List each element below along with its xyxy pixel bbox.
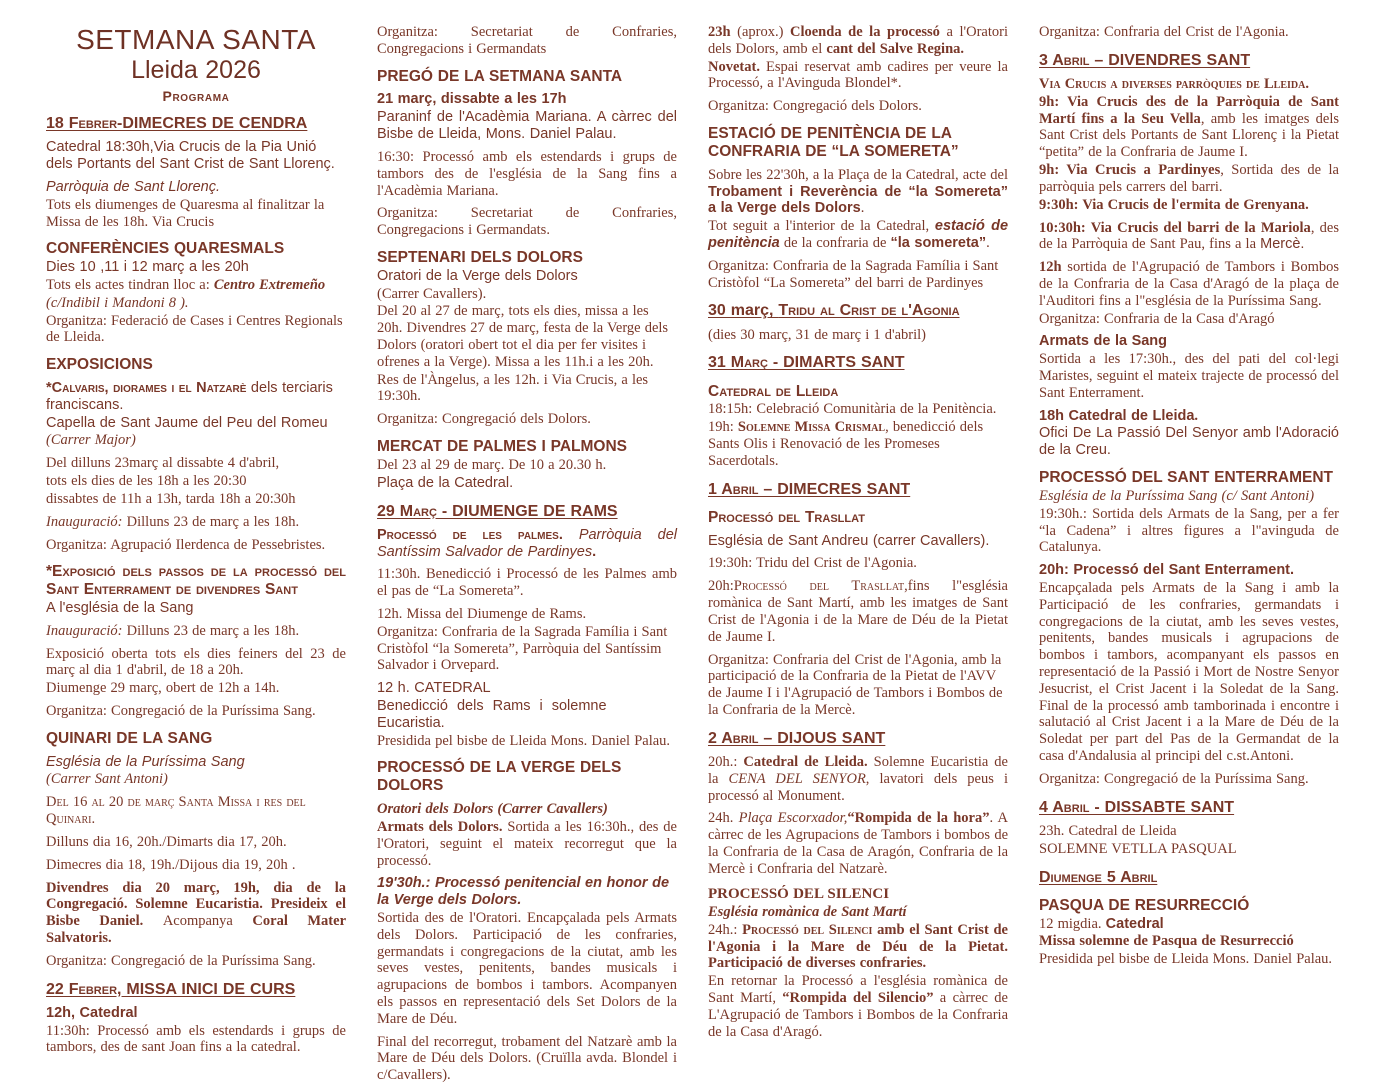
- text-run: “Rompida de la hora”: [847, 810, 990, 827]
- text-run: Catedral de Lleida.: [743, 753, 868, 770]
- organizer-line: [377, 24, 677, 58]
- text-run: 19'30h.: Processó penitencial en honor de la Verge dels Dolors.: [377, 875, 670, 909]
- column-1: [46, 24, 347, 1056]
- paragraph: [377, 303, 677, 370]
- paragraph: [708, 327, 1008, 344]
- text-run: (aprox.): [730, 24, 790, 40]
- text-run: Del 20 al 27 de març, tots els dies, missa a les 20h. Divendres 27 de març, festa de la Verge dels Dolors (oratori obert tot el dia per fer visites i ofrenes a la Verge). Missa a les 11h.i a les 20h.: [377, 303, 669, 370]
- column-2: [377, 24, 677, 1084]
- text-run: Sortida a les 17:30h., des del pati del col·legi Maristes, seguint el mateix trajecte de processó del Sant Enterrament.: [1039, 351, 1339, 401]
- text-run: Oratori dels Dolors (Carrer Cavallers): [377, 801, 608, 818]
- text-run: Trobament i Reverència de “la Somereta” a la Verge dels Dolors: [708, 183, 1008, 217]
- text-run: Oratori de la Verge dels Dolors: [377, 267, 578, 284]
- text-run: a l'Oratori dels Dolors, amb el: [708, 24, 1008, 57]
- paragraph: [708, 167, 1008, 217]
- text-run: . A càrrec de les Agrupacions de Tambors i bombos de la Confraria de la Casa de Aragón, Confraria de la Mercè i Confraria del Natzarè.: [708, 810, 1009, 877]
- text-run: 29 Març - DIUMENGE DE RAMS: [377, 502, 618, 520]
- text-run: Plaça Escorxador,: [738, 810, 848, 827]
- text-run: tots els dies de les 18h a les 20:30: [46, 473, 247, 490]
- text-run: 20h.:: [708, 753, 744, 770]
- doc-title: [46, 24, 346, 55]
- section-heading: [708, 886, 1008, 903]
- paragraph: [708, 218, 1008, 252]
- text-run: ,fins l"església romànica de Sant Martí, amb les imatges de Sant Crist de l'Agonia i de la Mare de Déu de la Pietat de Jaume I.: [708, 578, 1008, 645]
- text-run: Presidida pel bisbe de Lleida Mons. Daniel Palau.: [1039, 951, 1333, 968]
- paragraph: [1039, 933, 1339, 950]
- text-run: Parròquia de Sant Llorenç.: [46, 178, 220, 195]
- paragraph: [377, 109, 677, 143]
- text-run: Paraninf de l'Acadèmia Mariana. A càrrec del Bisbe de Lleida, Mons. Daniel Palau.: [377, 109, 677, 143]
- text-run: Organitza: Confraria del Crist de l'Agonia.: [1039, 24, 1289, 40]
- paragraph: [1039, 841, 1339, 858]
- text-run: Església romànica de Sant Martí: [708, 904, 907, 921]
- paragraph: [46, 473, 346, 490]
- text-run: EXPOSICIONS: [46, 356, 153, 374]
- paragraph: [1039, 94, 1339, 161]
- section-heading: [708, 125, 1008, 161]
- paragraph: [1039, 562, 1339, 579]
- text-run: Sobre les 22'30h, a la Plaça de la Catedral, acte del: [708, 166, 1008, 183]
- paragraph: [46, 139, 346, 173]
- text-run: dels terciaris franciscans.: [46, 380, 333, 413]
- paragraph: [1039, 823, 1339, 840]
- column-3: [708, 24, 1009, 1040]
- text-run: 23h: [708, 24, 731, 40]
- text-run: MERCAT DE PALMES I PALMONS: [377, 438, 627, 456]
- text-run: Catedral: [1105, 915, 1164, 932]
- text-run: Sortida a les 16:30h., des de l'Oratori, seguint el mateix recorregut que la processó.: [377, 818, 677, 869]
- paragraph: [1039, 488, 1339, 505]
- text-run: Organitza: Secretariat de Confraries, Congregacions i Germandats: [377, 24, 677, 57]
- paragraph: [377, 698, 677, 732]
- text-run: Res de l'Àngelus, a les 12h. i Via Crucis, a les 19:30h.: [377, 371, 649, 405]
- paragraph: [46, 432, 346, 449]
- organizer-line: [1039, 311, 1339, 328]
- text-run: 22 Febrer, MISSA INICI DE CURS: [46, 980, 296, 998]
- section-heading: [377, 68, 677, 86]
- text-run: 9:30h: Via Crucis de l'ermita de Grenyana.: [1039, 196, 1309, 213]
- column-4: [1039, 24, 1340, 968]
- text-run: Inauguració:: [46, 622, 123, 639]
- paragraph: [46, 794, 346, 828]
- paragraph: [1039, 580, 1339, 765]
- text-run: Plaça de la Catedral.: [377, 474, 514, 491]
- text-run: A l'església de la Sang: [46, 599, 194, 616]
- text-run: Del dilluns 23març al dissabte 4 d'abril,: [46, 455, 280, 472]
- text-run: Processó del Silenci: [742, 921, 873, 938]
- text-run: Presidida pel bisbe de Lleida Mons. Daniel Palau.: [377, 732, 671, 749]
- text-run: Mercè.: [1260, 236, 1305, 253]
- text-run: (Carrer Major): [46, 432, 136, 449]
- text-run: estació de penitència: [708, 218, 1009, 251]
- text-run: Organitza: Congregació dels Dolors.: [377, 411, 591, 428]
- text-run: .: [860, 200, 865, 217]
- text-run: Programa: [162, 87, 230, 104]
- organizer-line: [377, 205, 677, 239]
- paragraph: [377, 801, 677, 818]
- paragraph: [1039, 259, 1339, 309]
- text-run: Tridu al Crist de l'Agonia: [778, 302, 960, 320]
- paragraph: [377, 1034, 677, 1084]
- paragraph: [1039, 162, 1339, 196]
- paragraph: [708, 401, 1008, 418]
- section-heading: [377, 438, 677, 456]
- section-heading: [46, 730, 346, 748]
- text-run: 24h.:: [708, 921, 743, 938]
- paragraph: [708, 810, 1008, 877]
- text-run: Armats dels Dolors.: [377, 818, 503, 835]
- text-run: 19h:: [708, 419, 738, 436]
- date-heading: [46, 114, 346, 133]
- text-run: Dies 10 ,11 i 12 març a les 20h: [46, 259, 249, 276]
- paragraph: [377, 733, 677, 750]
- date-heading: [377, 502, 677, 521]
- paragraph: [1039, 197, 1339, 214]
- text-run: SOLEMNE VETLLA PASQUAL: [1039, 840, 1237, 857]
- date-heading: [708, 729, 1008, 748]
- organizer-line: [46, 313, 346, 347]
- text-run: Solemne Eucaristia de la: [708, 753, 1008, 787]
- organizer-line: [708, 258, 1008, 292]
- text-run: 9h: Via Crucis a Pardinyes: [1039, 162, 1221, 179]
- organizer-line: [708, 98, 1008, 115]
- text-run: Encapçalada pels Armats de la Sang i amb la Participació de les confraries, germandats i congregacions de la ciutat, amb les seves vestes, penitents, bandes musicals i agrupacions de bombos i tambors, acompanyant els passos en representació de la Passió i Mort de Nostre Senyor Jesucrist, el Crist Jacent i la Soledat de la Sang. Final de la processó amb tamborinada i encontre i salutació al Crist Jacent i a la Mare de Déu de la Soledat per part del Pas de la Germandat de la casa d'Andalusia al principi del c.st.Antoni.: [1039, 579, 1339, 765]
- section-heading: [46, 240, 346, 258]
- date-heading: [1039, 798, 1339, 817]
- text-run: de la confraria de: [779, 234, 891, 251]
- text-run: Església de la Puríssima Sang: [46, 753, 245, 770]
- organizer-line: [1039, 24, 1339, 41]
- paragraph: [46, 680, 346, 697]
- text-run: Novetat.: [708, 58, 760, 75]
- paragraph: [377, 819, 677, 869]
- text-run: 2 Abril – DIJOUS SANT: [708, 729, 886, 747]
- paragraph: [46, 857, 346, 874]
- text-run: , benedicció dels Sants Olis i Renovació de les Promeses Sacerdotals.: [708, 419, 984, 469]
- text-run: QUINARI DE LA SANG: [46, 729, 213, 747]
- paragraph: [377, 566, 677, 600]
- paragraph: [377, 527, 677, 561]
- text-run: Església de la Puríssima Sang (c/ Sant Antoni): [1039, 487, 1315, 504]
- text-run: .: [592, 543, 597, 560]
- text-run: Dilluns 23 de març a les 18h.: [122, 622, 300, 639]
- paragraph: [377, 875, 677, 909]
- date-heading: [46, 980, 346, 999]
- paragraph: [708, 904, 1008, 921]
- paragraph: [1039, 220, 1339, 254]
- text-run: Diumenge 5 Abril: [1039, 868, 1158, 886]
- text-run: CONFERÈNCIES QUARESMALS: [46, 240, 285, 258]
- text-run: cant del Salve Regina.: [826, 40, 965, 57]
- paragraph: [46, 834, 346, 851]
- paragraph: [708, 419, 1008, 469]
- text-run: En retornar la Processó a l'església romànica de Sant Martí,: [708, 973, 1008, 1007]
- text-run: Processó del Trasllat: [708, 508, 865, 526]
- text-run: *Exposició dels passos de la processó del Sant Enterrament de divendres Sant: [46, 563, 346, 599]
- date-heading: [708, 301, 1008, 320]
- text-run: 23h. Catedral de Lleida: [1039, 822, 1177, 839]
- paragraph: [46, 754, 346, 771]
- section-heading: [1039, 469, 1339, 487]
- text-run: 31 Març - DIMARTS SANT: [708, 354, 905, 372]
- subsection-heading: [708, 509, 1008, 527]
- text-run: “la somereta”: [890, 234, 987, 251]
- paragraph: [46, 179, 346, 196]
- text-run: , amb les imatges dels Sant Crist dels Portants de Sant Llorenç i la Pietat “petita” de la Confraria de Jaume I.: [1039, 110, 1340, 161]
- section-heading: [46, 563, 346, 599]
- text-run: 12h, Catedral: [46, 1004, 138, 1021]
- text-run: PROCESSÓ DEL SANT ENTERRAMENT: [1039, 469, 1334, 487]
- text-run: Organitza: Confraria de la Casa d'Aragó: [1039, 310, 1275, 327]
- text-run: Ofici De La Passió Del Senyor amb l'Adoració de la Creu.: [1039, 425, 1339, 459]
- text-run: CENA DEL SENYOR: [728, 770, 866, 787]
- paragraph: [46, 259, 346, 276]
- text-run: Diumenge 29 març, obert de 12h a 14h.: [46, 680, 280, 697]
- text-run: 20h: Processó del Sant Enterrament.: [1039, 562, 1295, 579]
- paragraph: [1039, 506, 1339, 556]
- text-run: Divendres dia 20 març, 19h, dia de la Congregació. Solemne Eucaristia. Presideix el Bisbe Daniel.: [46, 879, 346, 930]
- paragraph: [46, 415, 346, 432]
- subsection-heading: [1039, 76, 1339, 93]
- text-run: Organitza: Congregació dels Dolors.: [708, 98, 922, 115]
- text-run: 3 Abril – DIVENDRES SANT: [1039, 51, 1251, 69]
- date-heading: [708, 353, 1008, 372]
- text-run: a càrrec de L'Agrupació de Tambors i Bombos de la Confraria de la Casa d'Aragó.: [708, 990, 1008, 1040]
- text-run: Tot seguit a l'interior de la Catedral,: [708, 218, 935, 235]
- text-run: , des de la Parròquia de Sant Pau, fins a la: [1039, 219, 1339, 253]
- paragraph: [377, 91, 677, 108]
- text-run: 10:30h: Via Crucis del barri de la Mariola: [1039, 219, 1311, 236]
- text-run: Tots els actes tindran lloc a:: [46, 276, 214, 293]
- text-run: Església de Sant Andreu (carrer Cavallers).: [708, 532, 990, 549]
- paragraph: [708, 973, 1008, 1040]
- text-run: 24h.: [708, 810, 739, 827]
- paragraph: [377, 475, 677, 492]
- paragraph: [46, 277, 346, 294]
- text-run: Dilluns 23 de març a les 18h.: [122, 513, 300, 530]
- text-run: Centro Extremeño: [213, 276, 326, 293]
- paragraph: [46, 600, 346, 617]
- text-run: PROCESSÓ DEL SILENCI: [708, 885, 890, 902]
- organizer-line: [708, 652, 1008, 719]
- text-run: Sortida des de l'Oratori. Encapçalada pels Armats dels Dolors. Participació de les confraries, germandats i congregacions de la ciutat, amb les seves vestes, penitents, bandes musicals i agrupacions de bombos i tambors. Acompanyen els passos en representació dels Set Dolors de la Mare de Déu.: [377, 909, 677, 1027]
- paragraph: [46, 646, 346, 680]
- text-run: 4 Abril - DISSABTE SANT: [1039, 798, 1235, 816]
- text-run: , lavatori dels peus i processó al Monument.: [708, 770, 1008, 804]
- text-run: Catedral 18:30h,Via Crucis de la Pia Unió dels Portants del Sant Crist de Sant Llorenç.: [46, 139, 335, 173]
- text-run: 12 migdia.: [1039, 915, 1106, 932]
- paragraph: [46, 295, 346, 312]
- text-run: Solemne Missa Crismal: [737, 419, 886, 436]
- text-run: ESTACIÓ DE PENITÈNCIA DE LA CONFRARIA DE “LA SOMERETA”: [708, 125, 959, 160]
- paragraph: [377, 149, 677, 199]
- doc-subtitle: [46, 88, 346, 104]
- text-run: SETMANA SANTA: [76, 24, 316, 55]
- paragraph: [46, 880, 346, 947]
- organizer-line: [46, 953, 346, 970]
- organizer-line: [46, 703, 346, 720]
- text-run: SEPTENARI DELS DOLORS: [377, 248, 583, 266]
- text-run: (Carrer Cavallers).: [377, 285, 487, 302]
- paragraph: [708, 533, 1008, 550]
- text-run: Dilluns dia 16, 20h./Dimarts dia 17, 20h.: [46, 833, 287, 850]
- text-run: Cloenda de la processó: [790, 24, 940, 40]
- text-run: (Carrer Sant Antoni): [46, 771, 168, 788]
- text-run: Capella de Sant Jaume del Peu del Romeu: [46, 414, 328, 431]
- text-run: 19:30h.: Sortida dels Armats de la Sang, per a fer “la Cadena” i altres figures a l"avinguda de Catalunya.: [1039, 505, 1339, 556]
- text-run: Dimecres dia 18, 19h./Dijous dia 19, 20h .: [46, 856, 296, 873]
- text-run: Via Crucis a diverses parròquies de Lleida.: [1039, 76, 1309, 92]
- paragraph: [708, 59, 1008, 93]
- paragraph: [46, 623, 346, 640]
- paragraph: [1039, 916, 1339, 933]
- paragraph: [708, 555, 1008, 572]
- paragraph: [46, 197, 346, 231]
- text-run: Lleida 2026: [131, 56, 261, 85]
- text-run: 20h:: [708, 578, 734, 595]
- text-run: Organitza: Federació de Cases i Centres Regionals de Lleida.: [46, 312, 343, 346]
- text-run: Organitza: Confraria del Crist de l'Agonia, amb la participació de la Confraria de la Pietat de l'AVV de Jaume I i l'Agrupació de Tambors i Bombos de la Confraria de la Mercè.: [708, 651, 1003, 718]
- paragraph: [377, 372, 677, 406]
- text-run: Organitza: Congregació de la Puríssima Sang.: [1039, 770, 1309, 787]
- section-heading: [46, 356, 346, 374]
- text-run: 18 Febrer-DIMECRES DE CENDRA: [46, 115, 308, 133]
- text-run: 21 març, dissabte a les 17h: [377, 91, 567, 108]
- text-run: 30 març,: [708, 302, 779, 320]
- section-heading: [377, 759, 677, 795]
- paragraph: [708, 24, 1008, 58]
- text-run: Coral Mater Salvatoris.: [46, 913, 347, 946]
- text-run: sortida de l'Agrupació de Tambors i Bombos de la Confraria de la Casa d'Aragó de la plaça de l'Auditori fins a l"església de la Puríssima Sang.: [1039, 259, 1339, 309]
- paragraph: [377, 680, 677, 697]
- text-run: (dies 30 març, 31 de març i 1 d'abril): [708, 326, 926, 343]
- text-run: PREGÓ DE LA SETMANA SANTA: [377, 67, 623, 85]
- text-run: 18h Catedral de Lleida: [1039, 407, 1195, 424]
- text-run: 19:30h: Tridu del Crist de l'Agonia.: [708, 555, 917, 572]
- text-run: Tots els diumenges de Quaresma al finalitzar la Missa de les 18h. Via Crucis: [46, 196, 325, 230]
- text-run: , Sortida des de la parròquia pels carrers del barri.: [1039, 162, 1339, 195]
- section-heading: [1039, 897, 1339, 915]
- text-run: Inauguració:: [46, 513, 123, 530]
- text-run: Del 16 al 20 de març Santa Missa i res del Quinari.: [46, 794, 306, 828]
- text-run: Missa solemne de Pasqua de Resurrecció: [1039, 933, 1294, 950]
- paragraph: [708, 754, 1008, 804]
- paragraph: [1039, 351, 1339, 401]
- text-run: PASQUA DE RESURRECCIÓ: [1039, 896, 1250, 914]
- text-run: Final del recorregut, trobament del Natzarè amb la Mare de Déu dels Dolors. (Cruïlla avda. Blondel i c/Cavallers).: [377, 1033, 677, 1084]
- text-run: 18:15h: Celebració Comunitària de la Penitència.: [708, 401, 997, 418]
- text-run: 12h: [1039, 259, 1062, 276]
- paragraph: [1039, 951, 1339, 968]
- doc-title-year: [46, 57, 346, 85]
- paragraph: [1039, 425, 1339, 459]
- text-run: Acompanya: [162, 913, 253, 930]
- paragraph: [377, 286, 677, 303]
- date-heading: [1039, 868, 1339, 887]
- text-run: 1 Abril – DIMECRES SANT: [708, 480, 911, 498]
- text-run: 11:30h: Processó amb els estendards i grups de tambors, des de sant Joan fins a la catedral.: [46, 1022, 346, 1056]
- text-run: Processó del Trasllat: [733, 578, 905, 595]
- text-run: Espai reservat amb cadires per veure la Processó, a l'Avinguda Blondel*.: [708, 58, 1008, 92]
- text-run: Del 23 al 29 de març. De 10 a 20.30 h.: [377, 456, 607, 473]
- text-run: Organitza: Confraria de la Sagrada Família i Sant Cristòfol “La Somereta” del barri de Pardinyes: [708, 257, 999, 291]
- text-run: “Rompida del Silencio”: [782, 990, 934, 1007]
- text-run: Organitza: Agrupació Ilerdenca de Pessebristes.: [46, 536, 326, 553]
- paragraph: [46, 771, 346, 788]
- text-run: Exposició oberta tots els dies feiners del 23 de març al dia 1 d'abril, de 18 a 20h.: [46, 645, 346, 679]
- text-run: *Calvaris, diorames i el Natzarè: [46, 380, 247, 397]
- organizer-line: [377, 624, 677, 674]
- text-run: Organitza: Congregació de la Puríssima Sang.: [46, 703, 316, 720]
- date-heading: [708, 480, 1008, 499]
- subsection-heading: [1039, 333, 1339, 350]
- text-run: Armats de la Sang: [1039, 333, 1168, 350]
- text-run: dissabtes de 11h a 13h, tarda 18h a 20:30h: [46, 490, 296, 507]
- organizer-line: [1039, 771, 1339, 788]
- organizer-line: [377, 411, 677, 428]
- paragraph: [708, 578, 1008, 645]
- text-run: PROCESSÓ DE LA VERGE DELS DOLORS: [377, 759, 622, 795]
- paragraph: [377, 606, 677, 623]
- text-run: 9h: Via Crucis des de la Parròquia de Sant Martí fins a la Seu Vella: [1039, 93, 1339, 127]
- section-heading: [377, 249, 677, 267]
- text-run: 16:30: Processó amb els estendards i grups de tambors des de l'església de la Sang fins a l'Acadèmia Mariana.: [377, 148, 677, 199]
- paragraph: [377, 457, 677, 474]
- subsection-heading: [708, 383, 1008, 401]
- paragraph: [46, 380, 346, 414]
- text-run: amb el Sant Crist de l'Agonia i la Mare de Déu de la Pietat. Participació de diverses confraries.: [708, 921, 1008, 972]
- text-run: Catedral de Lleida: [708, 382, 839, 400]
- text-run: 12h. Missa del Diumenge de Rams.: [377, 605, 587, 622]
- text-run: Parròquia del Santíssim Salvador de Pardinyes: [377, 526, 677, 560]
- paragraph: [46, 514, 346, 531]
- text-run: (c/Indibil i Mandoni 8 ).: [46, 294, 189, 311]
- text-run: 12 h. CATEDRAL: [377, 680, 491, 697]
- text-run: Organitza: Secretariat de Confraries, Congregacions i Germandats.: [377, 205, 677, 239]
- text-run: Benedicció dels Rams i solemne Eucaristia.: [377, 698, 607, 731]
- paragraph: [46, 455, 346, 472]
- date-heading: [1039, 51, 1339, 70]
- text-run: .: [986, 234, 990, 251]
- text-run: Organitza: Confraria de la Sagrada Família i Sant Cristòfol “la Somereta”, Parròquia del Santíssim Salvador i Orvepard.: [377, 623, 668, 674]
- paragraph: [46, 491, 346, 508]
- paragraph: [46, 1005, 346, 1022]
- paragraph: [46, 1023, 346, 1057]
- text-run: .: [1194, 407, 1199, 424]
- paragraph: [377, 268, 677, 285]
- organizer-line: [46, 537, 346, 554]
- text-run: Processó de les palmes.: [377, 526, 563, 543]
- paragraph: [708, 922, 1008, 972]
- text-run: 11:30h. Benedicció i Processó de les Palmes amb el pas de “La Somereta”.: [377, 566, 677, 600]
- subsection-heading: [1039, 408, 1339, 425]
- text-run: Organitza: Congregació de la Puríssima Sang.: [46, 952, 316, 969]
